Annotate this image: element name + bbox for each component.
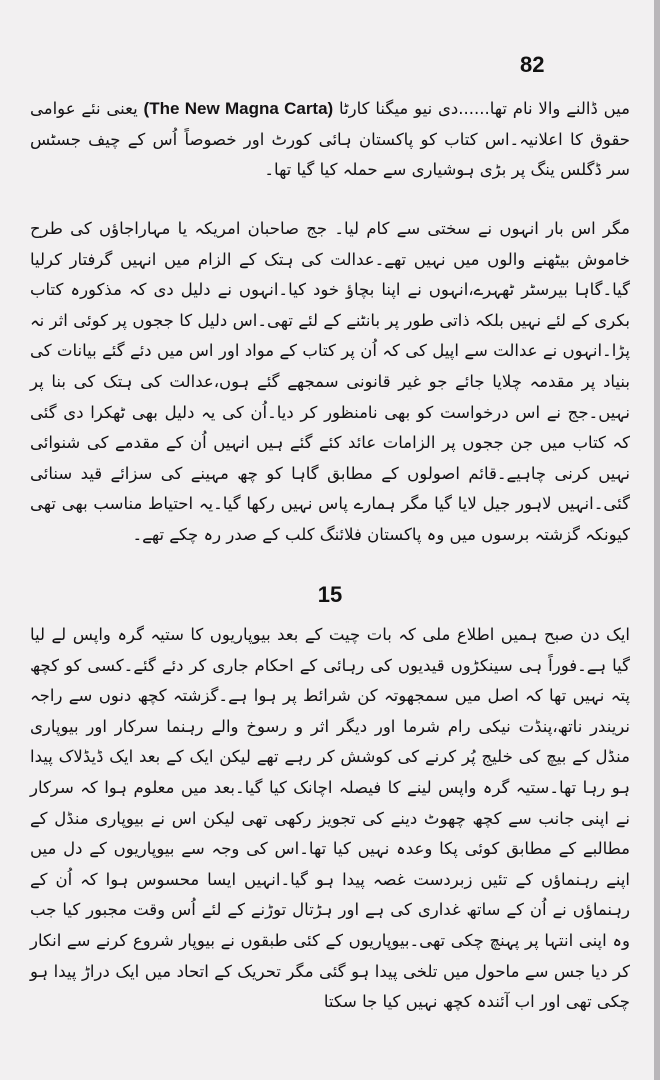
paragraph-court-case: مگر اس بار انہوں نے سختی سے کام لیا۔ جج صاحبان امریکہ یا مہاراجاؤں کی طرح خاموش بیٹھنے والوں میں نہیں تھے۔عدالت کی ہتک کے الزام میں انہیں گرفتار کرلیا گیا۔گاہا بیرسٹر ٹھہرے،انہوں نے اپنا بچاؤ خود کیا۔انہوں نے دلیل دی کہ مذکورہ کتاب بکری کے لئے نہیں بلکہ ذاتی طور پر بانٹنے کے لئے تھی۔اس دلیل کا ججوں پر کوئی اثر نہ پڑا۔انہوں نے عدالت سے اپیل کی کہ اُن پر کتاب کے مواد اور اس میں دئے گئے بیانات کی بنیاد پر مقدمہ چلایا جائے جو غیر قانونی سمجھے گئے ہوں،عدالت کی ہتک کی بنا پر نہیں۔جج نے اس درخواست کو بھی نامنظور کر دیا۔اُن کی یہ دلیل بھی ٹھکرا دی گئی کہ کتاب میں جن ججوں پر الزامات عائد کئے گئے ہیں انہیں اُن کے مقدمے کی شنوائی نہیں کرنی چاہیے۔قائم اصولوں کے مطابق گاہا کو چھ مہینے کی سزائے قید سنائی گئی۔انہیں لاہور جیل لایا گیا مگر ہمارے پاس نہیں رکھا گیا۔یہ احتیاط مناسب بھی تھی کیونکہ گزشتہ برسوں میں وہ پاکستان فلائنگ کلب کے صدر رہ چکے تھے۔ [30, 219, 630, 544]
page-number: 82 [520, 52, 545, 77]
paragraph-satyagraha: ایک دن صبح ہمیں اطلاع ملی کہ بات چیت کے بعد بیوپاریوں کا ستیہ گرہ واپس لے لیا گیا ہے۔فوراً ہی سینکڑوں قیدیوں کی رہائی کے احکام جاری کر دئے گئے۔کسی کو کچھ پتہ نہیں تھا کہ اصل میں سمجھوتہ کن شرائط پر ہوا ہے۔گزشتہ کچھ دنوں سے راجہ نریندر ناتھ،پنڈت نیکی رام شرما اور دیگر اثر و رسوخ والے رہنما سرکار اور بیوپاری منڈل کے بیچ کی خلیج پُر کرنے کی کوشش کر رہے تھے لیکن ایک کے بعد ایک ڈیڈلاک پیدا ہو رہا تھا۔ستیہ گرہ واپس لینے کا فیصلہ اچانک کیا گیا۔بعد میں معلوم ہوا کہ سرکار نے اپنی جانب سے کچھ چھوٹ دینے کی تجویز رکھی تھی لیکن اس نے بیوپاری منڈل کے مطالبے کے مطابق کوئی پکا وعدہ نہیں کیا تھا۔اس کی وجہ سے بیوپاریوں کے دل میں اپنے رہنماؤں کے تئیں زبردست غصہ پیدا ہو گیا۔انہیں ایسا محسوس ہوا کہ اُن کے رہنماؤں نے اُن کے ساتھ غداری کی ہے اور ہڑتال توڑنے کے لئے اُس وقت مجبور کیا جب وہ اپنی انتہا پر پہنچ چکی تھی۔بیوپاریوں کے کئی طبقوں نے بیوپار شروع کرنے سے انکار کر دیا جس سے ماحول میں تلخی پیدا ہو گئی مگر تحریک کے اتحاد میں ایک دراڑ پیدا ہو چکی تھی اور اب آئندہ کچھ نہیں کیا جا سکتا [30, 625, 630, 1012]
section-number: 15 [317, 582, 343, 607]
paragraph-magna-carta [30, 94, 630, 186]
page-edge [654, 0, 660, 1080]
book-title-latin: (The New Magna Carta) [143, 99, 334, 118]
paragraph-text-start: میں ڈالنے والا نام تھا......دی نیو میگنا کارٹا [339, 99, 630, 118]
paragraph-text-end: یعنی نئے عوامی حقوق کا اعلانیہ۔اس کتاب کو پاکستان ہائی کورٹ اور خصوصاً اُس کے چیف جسٹس سر ڈگلس ینگ پر بڑی ہوشیاری سے حملہ کیا گیا تھا۔ [30, 99, 630, 180]
